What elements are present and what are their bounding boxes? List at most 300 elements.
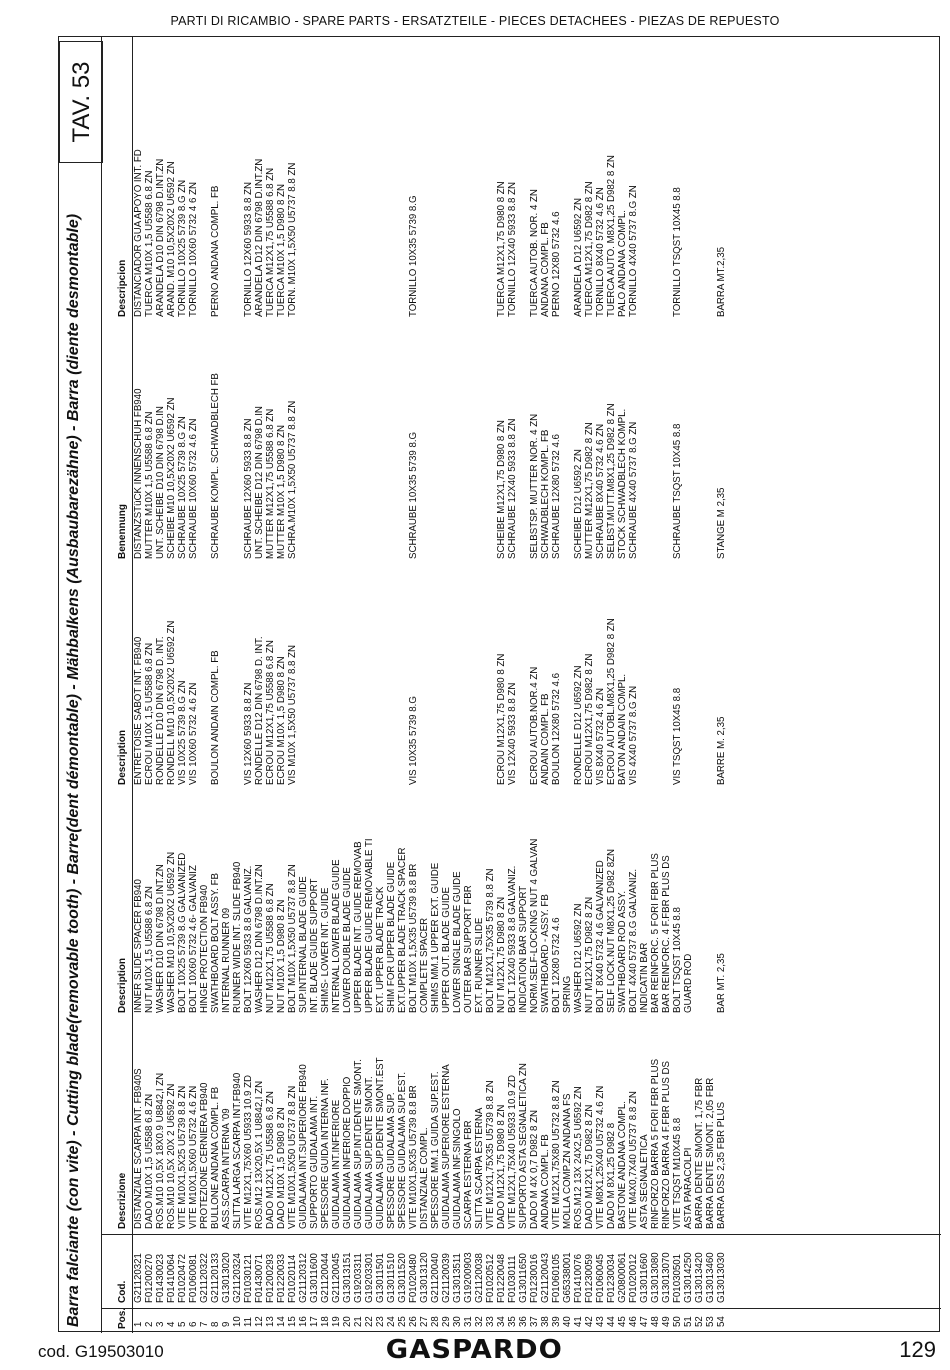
cell-cod: G13013511 [452,1253,463,1303]
cell-it: ASTA PARACOLPI [683,1147,694,1229]
page-footer [0,1335,950,1367]
cell-pos: 5 [177,1321,188,1327]
cell-cod: G13013420 [694,1252,705,1303]
cell-it: SLITTA LARGA SCARPA INT.FB940 [232,1072,243,1229]
cell-pos: 33 [485,1316,496,1327]
table-row [353,37,364,1333]
cell-it: VITE M12X1,75X35 U5739 8.8 ZN [485,1080,496,1229]
cell-en: BOLT 8X40 5732 4.6 GALVANIZED [595,860,606,1013]
cell-it: SPESSORE GUIDALAMA SUP.EST. [397,1071,408,1229]
cell-it: ROS.M10 10,5X 18X0.9 U8842,I ZN [155,1072,166,1229]
table-row [683,37,694,1333]
cell-en: SWATHBOARD ROD ASSY. [617,890,628,1013]
cell-pos: 14 [276,1316,287,1327]
cell-en: NUT M12X1,75 D980 8 ZN [496,896,507,1013]
cell-it: BARRA DENTE SMONT. 2,05 FBR [705,1077,716,1229]
cell-es: TORNILLO 10X35 5739 8.G [408,195,419,317]
cell-en: EXT. RUNNER SLIDE [474,917,485,1013]
cell-it: VITE M10X1,5X25 U5739 8.8 ZN [177,1085,188,1229]
table-row [672,37,683,1333]
col-fr: Description [117,729,128,785]
cell-es: ARAND. M10 10,5X20X2 U6592 ZN [166,161,177,317]
cell-en: INTERNAL RUNNER 09 [221,907,232,1013]
cell-de: MUTTER M10X 1,5 D980 8 ZN [276,424,287,559]
cell-it: RINFORZO BARRA 5 FORI FBR PLUS [650,1058,661,1229]
cell-cod: F01060105 [551,1253,562,1303]
cell-it: SPESSORE GUIDALAMA SUP. [386,1092,397,1229]
cell-en: NUT M10X 1,5 D980 8 ZN [276,899,287,1013]
cell-cod: G13013460 [705,1252,716,1303]
cell-it: DADO M10X 1,5 U5588 6.8 ZN [144,1093,155,1229]
cell-de: SELBST.MUTT.M8X1,25 D982 8 ZN [606,403,617,559]
table-row [573,37,584,1333]
cell-pos: 40 [562,1316,573,1327]
table-row [199,37,210,1333]
cell-de: SCHRAUBE 10X60 5732 4.6 ZN [188,418,199,559]
cell-en: OUTER BAR SUPPORT FBR [463,885,474,1013]
cell-pos: 30 [452,1316,463,1327]
table-row [287,37,298,1333]
cell-pos: 13 [265,1316,276,1327]
cell-it: BULLONE ANDANA COMPL. FB [210,1086,221,1229]
table-row [584,37,595,1333]
cell-fr: ECROU AUTOB.NOR.4 ZN [529,666,540,785]
table-row [507,37,518,1333]
cell-de: MUTTER M12X1,75 U5588 6.8 ZN [265,408,276,559]
cell-it: ASTA SEGNALETICA [639,1134,650,1229]
cell-fr: RONDELLE D10 DIN 6798 D. INT. [155,636,166,785]
cell-fr: ECROU AUTOBL.M8X1,25 D982 8 ZN [606,618,617,785]
cell-en: BAR REINFORC. 4 F.FBR PLUS DS [661,855,672,1013]
cell-en: SHIMS- LOWER INT. GUIDE [320,887,331,1013]
table-row [210,37,221,1333]
cell-cod: G21120044 [320,1253,331,1303]
cell-it: GUIDALAMA SUP.DENTE SMONT. [364,1076,375,1229]
table-row [188,37,199,1333]
cell-cod: F01020472 [177,1253,188,1303]
cell-it: SPESSORE MM.1 GUIDA SUP.EST. [430,1071,441,1229]
cell-de: MUTTER M12X1,75 D982 8 ZN [584,422,595,559]
table-row [309,37,320,1333]
cell-it: GUIDALAMA SUP.DENTE SMONT.EST [375,1057,386,1229]
cell-it: SCARPA ESTERNA FBR [463,1120,474,1229]
cell-cod: G21120321 [133,1253,144,1303]
cell-pos: 47 [639,1316,650,1327]
cell-en: SPRING [562,975,573,1013]
cell-cod: G13013070 [661,1252,672,1303]
cell-pos: 29 [441,1316,452,1327]
cell-de: UNT. SCHEIBE D10 DIN 6798 D.IN [155,406,166,559]
cell-pos: 2 [144,1321,155,1327]
cell-pos: 7 [199,1321,210,1327]
cell-cod: G13011520 [397,1253,408,1303]
table-row [474,37,485,1333]
cell-pos: 18 [320,1316,331,1327]
cell-cod: F01020512 [485,1253,496,1303]
cell-cod: G13014250 [683,1252,694,1303]
cell-es: TUERCA M12X1,75 U5588 6.8 ZN [265,167,276,317]
cell-cod: G13011501 [375,1253,386,1303]
cell-fr: ECROU M12X1,75 U5588 6.8 ZN [265,640,276,785]
cell-de: SCHEIBE M12X1,75 D980 8 ZN [496,420,507,559]
cell-it: VITE M12X1,75X60 U5933 10.9 ZD [243,1074,254,1229]
cell-pos: 19 [331,1316,342,1327]
cell-fr: BOULON ANDAIN COMPL. FB [210,650,221,785]
cell-en: INT. BLADE GUIDE SUPPORT [309,878,320,1013]
cell-it: GUIDALAMA SUP.INT.DENTE SMONT. [353,1059,364,1229]
cell-it: DADO M12X1,75 D980 8 ZN [496,1104,507,1229]
cell-es: TORNILLO TSQST 10X45 8.8 [672,187,683,317]
cell-pos: 51 [683,1316,694,1327]
cell-it: GUIDALAMA INT.SUPERIORE FB940 [298,1064,309,1229]
cell-fr: VIS 8X40 5732 4.6 ZN [595,688,606,785]
cell-it: ROS.M12 13X20,5X 1 U8842,I ZN [254,1080,265,1229]
cell-it: DADO M10X 1,5 D980 8 ZN [276,1107,287,1229]
table-title: Barra falciante (con vite) - Cutting blade(removable tooth) - Barre(dent démontable) - Mähbalkens (Ausbaubarezähne) - Barra (diente desmontable) [65,213,82,1327]
cell-en: BOLT TSQST 10X45 8.8 [672,907,683,1013]
cell-cod: G21120324 [232,1253,243,1303]
cell-fr: VIS 10X25 5739 8.G ZN [177,680,188,785]
cell-de: SCHWADBLECH KOMPL. FB [540,429,551,559]
cell-pos: 17 [309,1316,320,1327]
cell-it: ANDANA COMPL. FB [540,1134,551,1229]
cell-en: WASHER D12 U6592 ZN [573,903,584,1013]
table-row [298,37,309,1333]
cell-it: GUIDALAMA INT.INFERIORE [331,1099,342,1229]
cell-es: TUERCA M12X1,75 D980 8 ZN [496,181,507,317]
col-cod: Cod. [117,1280,128,1303]
table-row [540,37,551,1333]
table-row [518,37,529,1333]
col-en: Description [117,957,128,1013]
cell-fr: ENTRETOISE SABOT INT. FB940 [133,636,144,785]
table-header [101,37,133,1333]
cell-es: ANDANA COMPL. FB [540,222,551,317]
cell-es: PERNO ANDANA COMPL. FB [210,185,221,317]
cell-fr: BATON ANDAIN COMPL. [617,673,628,785]
table-row [628,37,639,1333]
cell-de: DISTANZSTüCK INNENSCHUH FB940 [133,388,144,559]
table-row [386,37,397,1333]
table-row [320,37,331,1333]
col-pos: Pos. [117,1307,128,1329]
table-row [441,37,452,1333]
cell-en: BOLT 10X25 5739 8.G GALVANIZED [177,852,188,1013]
cell-en: INDICATIN BAR [639,942,650,1013]
cell-it: VITE M10X1,5X50 U5737 8.8 ZN [287,1085,298,1229]
cell-es: DISTANCIADOR GUA APOYO INT. FD [133,149,144,317]
cell-pos: 46 [628,1316,639,1327]
cell-it: DISTANZIALE COMPL. [419,1127,430,1229]
cell-cod: F01020012 [628,1253,639,1303]
cell-cod: F01230059 [584,1253,595,1303]
cell-fr: RONDELL M10 10,5X20X2 U6592 ZN [166,620,177,785]
cell-pos: 4 [166,1321,177,1327]
cell-en: WASHER M10 10,5X20X2 U6592 ZN [166,851,177,1013]
cell-pos: 26 [408,1316,419,1327]
cell-cod: F01430023 [155,1253,166,1303]
cell-it: SPESSORE GUIDA INTERNA INF. [320,1078,331,1229]
cell-es: TORNILLO 10X25 5739 8.G ZN [177,179,188,317]
cell-en: INNER SLIDE SPACER FB940 [133,879,144,1013]
cell-fr: VIS TSQST 10X45 8.8 [672,687,683,785]
cell-cod: G21120045 [331,1253,342,1303]
cell-cod: G21120039 [441,1253,452,1303]
cell-pos: 10 [232,1316,243,1327]
cell-cod: F01410064 [166,1253,177,1303]
cell-pos: 39 [551,1316,562,1327]
cell-en: UPPER BLADE GUIDE REMOVABLE TI [364,838,375,1013]
cell-it: VITE M12X1,75X40 U5933 10.9 ZD [507,1074,518,1229]
cell-cod: G21120038 [474,1253,485,1303]
cell-cod: F01060081 [188,1253,199,1303]
cell-es: TORN. M10X 1,5X50 U5737 8.8 ZN [287,162,298,317]
table-row [661,37,672,1333]
cell-cod: G65338001 [562,1252,573,1303]
cell-pos: 16 [298,1316,309,1327]
page-number: 129 [899,1337,936,1362]
cell-pos: 12 [254,1316,265,1327]
cell-de: SCHEIBE D12 U6592 ZN [573,449,584,559]
cell-it: VITE M10X1,5X60 U5732 4.6 ZN [188,1085,199,1229]
cell-es: TORNILLO 10X60 5732 4 6 ZN [188,182,199,317]
table-row [452,37,463,1333]
cell-pos: 28 [430,1316,441,1327]
parts-table-frame [58,36,940,1332]
cell-fr: ECROU M12X1,75 D980 8 ZN [496,653,507,785]
cell-it: MOLLA COMP.ZN ANDANA FS [562,1093,573,1229]
cell-it: VITE M8X1,25X40 U5732 4.6 ZN [595,1085,606,1229]
cell-en: SELF LOCK.NUT M8X1,25 D982 8ZN [606,848,617,1013]
cell-pos: 6 [188,1321,199,1327]
cell-cod: F01200293 [265,1253,276,1303]
cell-cod: G21120322 [199,1253,210,1303]
cell-es: TORNILLO 4X40 5737 8.G ZN [628,185,639,317]
cell-it: DADO M 8X1,25 D982 8 [606,1122,617,1229]
cell-de: SCHRAUBE 10X35 5739 8.G [408,431,419,559]
cell-pos: 41 [573,1316,584,1327]
cell-fr: ECROU M12X1,75 D982 8 ZN [584,653,595,785]
cell-cod: G19200903 [463,1252,474,1303]
cell-cod: F01030501 [672,1253,683,1303]
col-de: Benennung [117,504,128,559]
cell-en: UPPER OUT. BLADE GUIDE [441,887,452,1013]
table-row [265,37,276,1333]
cell-it: VITE M4X0,7X40 U5737 8.8 ZN [628,1091,639,1229]
cell-fr: VIS 10X60 5732 4.6 ZN [188,682,199,785]
table-row [166,37,177,1333]
table-row [485,37,496,1333]
cell-en: BOLT M10X 1,5X50 U5737 8.8 ZN [287,864,298,1013]
cell-en: NUT M10X 1,5 U5588 6.8 ZN [144,886,155,1013]
cell-pos: 36 [518,1316,529,1327]
document-code: cod. G19503010 [38,1342,164,1361]
table-row [364,37,375,1333]
table-row [221,37,232,1333]
cell-cod: G21120133 [210,1253,221,1303]
cell-en: RUNNER WIDE INT. SLIDE FB940 [232,861,243,1013]
cell-en: SUP.INTERNAL BLADE GUIDE [298,876,309,1013]
cell-cod: G21120040 [430,1253,441,1303]
cell-es: TUERCA M10X 1,5 U5588 6.8 ZN [144,170,155,317]
cell-pos: 44 [606,1316,617,1327]
cell-cod: G13013120 [419,1252,430,1303]
cell-it: GUIDALAMA SUPERIORE ESTERNA [441,1064,452,1229]
cell-en: BOLT M12X1,75X35 5739 8.8 ZN [485,868,496,1013]
table-row [551,37,562,1333]
cell-en: SWATHBOARD BOLT ASSY. FB [210,873,221,1013]
cell-es: TUERCA AUTO. M8X1,25 D982 8 ZN [606,155,617,317]
table-row [639,37,650,1333]
cell-cod: G13013151 [342,1252,353,1303]
cell-pos: 21 [353,1316,364,1327]
table-row [650,37,661,1333]
gaspardo-logo: GASPARDO [385,1335,563,1365]
table-row [496,37,507,1333]
cell-en: BAR REINFORC. 5 FORI FBR PLUS [650,853,661,1013]
cell-pos: 24 [386,1316,397,1327]
cell-de: SELBSTSP. MUTTER NOR. 4 ZN [529,413,540,559]
cell-pos: 32 [474,1316,485,1327]
cell-pos: 45 [617,1316,628,1327]
cell-de: STANGE M 2,35 [716,487,727,559]
table-row [133,37,144,1333]
cell-cod: F01200270 [144,1253,155,1303]
cell-en: SHIMS MM.1 UPPER EXT. GUIDE [430,862,441,1013]
cell-cod: F01020480 [408,1253,419,1303]
cell-de: SCHRA.M10X 1,5X50 U5737 8.8 ZN [287,400,298,559]
cell-cod: G13011600 [309,1253,320,1303]
cell-cod: F01060045 [595,1253,606,1303]
table-row [155,37,166,1333]
cell-de: SCHRAUBE 10X25 5739 8.G ZN [177,416,188,559]
cell-de: SCHRAUBE 12X80 5732 4.6 [551,434,562,559]
cell-pos: 20 [342,1316,353,1327]
cell-pos: 54 [716,1316,727,1327]
cell-pos: 1 [133,1321,144,1327]
cell-pos: 9 [221,1321,232,1327]
cell-pos: 35 [507,1316,518,1327]
cell-it: SLITTA SCARPA ESTERNA [474,1107,485,1229]
table-row [375,37,386,1333]
cell-cod: G20800061 [617,1252,628,1303]
cell-it: VITE M12X1,75X80 U5732 8.8 ZN [551,1080,562,1229]
cell-fr: VIS M10X 1,5X50 U5737 8.8 ZN [287,644,298,785]
cell-de: SCHRAUBE KOMPL. SCHWADBLECH FB [210,373,221,559]
cell-en: GUARD ROD [683,953,694,1013]
cell-es: TUERCA M10X 1,5 D980 8 ZN [276,184,287,317]
cell-pos: 34 [496,1316,507,1327]
cell-en: BOLT 10X60 5732 4.6- GALVANIZ [188,865,199,1013]
cell-en: WASHER D12 DIN 6798 D.INT.ZN [254,864,265,1013]
table-row [232,37,243,1333]
cell-it: DADO M 4X 0,7 D982 8 ZN [529,1110,540,1229]
cell-es: BARRA MT.2,35 [716,247,727,317]
cell-fr: VIS 12X40 5933 8.8 ZN [507,682,518,785]
cell-en: INTERNAL LOWER BLADE GUIDE [331,859,342,1013]
table-row [331,37,342,1333]
cell-en: LOWER DOUBLE BLADE GUIDE [342,867,353,1013]
cell-fr: ANDAIN COMPL. FB [540,693,551,785]
cell-en: BOLT 12X40 5933 8.8 GALVANIZ. [507,865,518,1013]
cell-de: SCHRAUBE 4X40 5737 8.G ZN [628,421,639,559]
table-row [617,37,628,1333]
cell-pos: 27 [419,1316,430,1327]
cell-it: DISTANZIALE SCARPA INT. FB940S [133,1068,144,1229]
cell-it: DADO M12X1,75 U5588 6.8 ZN [265,1091,276,1229]
cell-pos: 49 [661,1316,672,1327]
cell-cod: F01230034 [606,1253,617,1303]
cell-cod: F01220033 [276,1253,287,1303]
cell-de: SCHRAUBE 12X40 5933 8.8 ZN [507,418,518,559]
cell-es: TORNILLO 12X60 5933 8.8 ZN [243,182,254,317]
cell-en: SHIM FOR UPPER BLADE GUIDE [386,861,397,1013]
cell-pos: 3 [155,1321,166,1327]
cell-es: ARANDELA D12 DIN 6798 D.INT.ZN [254,158,265,317]
cell-fr: RONDELLE D12 DIN 6798 D. INT. [254,636,265,785]
col-it: Descrizione [117,1172,128,1229]
cell-en: BOLT 4X40 5737 8.G GALVANIZ. [628,868,639,1013]
cell-it: GUIDALAMA INFERIORE DOPPIO [342,1076,353,1229]
cell-en: NUT M12X1,75 U5588 6.8 ZN [265,883,276,1013]
cell-pos: 48 [650,1316,661,1327]
cell-pos: 37 [529,1316,540,1327]
table-row [716,37,727,1333]
cell-en: LOWER SINGLE BLADE GUIDE [452,871,463,1013]
cell-en: BAR MT. 2,35 [716,953,727,1013]
cell-it: ROS.M12 13X 24X2,5 U6592 ZN [573,1086,584,1229]
cell-it: ROS.M10 10,5X 20X 2 U6592 ZN [166,1083,177,1229]
cell-it: PROTEZIONE CERNIERA FB940 [199,1082,210,1229]
cell-it: DADO M12X1,75 D982 8 ZN [584,1104,595,1229]
table-row [562,37,573,1333]
cell-pos: 42 [584,1316,595,1327]
cell-cod: F01410076 [573,1253,584,1303]
cell-pos: 23 [375,1316,386,1327]
table-row [177,37,188,1333]
cell-de: UNT. SCHEIBE D12 DIN 6798 D.IN [254,406,265,559]
cell-cod: F01020114 [287,1254,298,1303]
cell-de: STOCK SCHWADBLECH KOMPL. [617,408,628,559]
cell-it: VITE TSQST M10X45 8.8 [672,1117,683,1229]
table-row [529,37,540,1333]
table-row [243,37,254,1333]
cell-pos: 43 [595,1316,606,1327]
page-header: PARTI DI RICAMBIO - SPARE PARTS - ERSATZTEILE - PIECES DETACHEES - PIEZAS DE REPUESTO [170,14,780,28]
cell-cod: G19203311 [353,1253,364,1303]
cell-it: BARRA DENTE SMONT. 1,75 FBR [694,1077,705,1229]
cell-es: ARANDELA D12 U6592 ZN [573,198,584,317]
cell-pos: 53 [705,1316,716,1327]
cell-pos: 15 [287,1316,298,1327]
table-row [419,37,430,1333]
cell-en: NORM.SELF-LOCKING NUT 4 GALVAN [529,838,540,1013]
cell-cod: F01230016 [529,1253,540,1303]
table-row [595,37,606,1333]
table-row [342,37,353,1333]
cell-en: EXT. UPPER BLADE TRACK [375,886,386,1013]
cell-fr: ECROU M10X 1,5 U5588 6.8 ZN [144,642,155,785]
cell-pos: 38 [540,1316,551,1327]
cell-cod: G13013080 [650,1252,661,1303]
cell-pos: 11 [243,1316,254,1327]
cell-en: HINGE PROTECTION FB940 [199,884,210,1013]
tav-label: TAV. 53 [59,41,103,163]
cell-pos: 52 [694,1316,705,1327]
cell-cod: G13011660 [639,1253,650,1303]
cell-fr: VIS 12X60 5933 8.8 ZN [243,682,254,785]
col-es: Descripcion [117,259,128,317]
